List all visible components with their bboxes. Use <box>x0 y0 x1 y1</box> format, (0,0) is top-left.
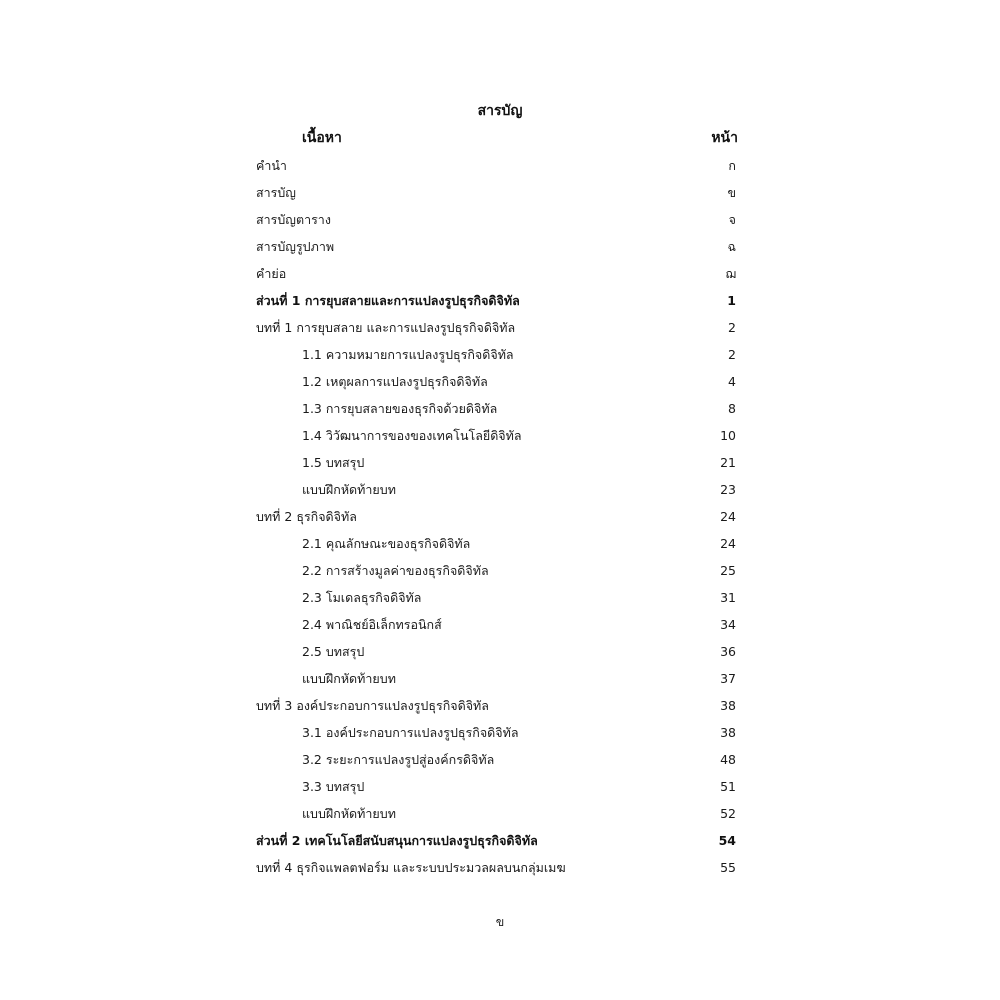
toc-entry-label: ส่วนที่ 2 เทคโนโลยีสนับสนุนการแปลงรูปธุรกิจดิจิทัล <box>256 833 538 848</box>
toc-entry-label: 2.2 การสร้างมูลค่าของธุรกิจดิจิทัล <box>302 563 489 578</box>
toc-entry <box>256 587 736 614</box>
toc-entry-label: แบบฝึกหัดท้ายบท <box>302 806 396 821</box>
toc-entry <box>256 722 736 749</box>
toc-entry <box>256 479 736 506</box>
toc-entry <box>256 830 736 857</box>
toc-entry-page: 8 <box>728 401 736 416</box>
toc-entry <box>256 317 736 344</box>
toc-entry-label: 1.2 เหตุผลการแปลงรูปธุรกิจดิจิทัล <box>302 374 488 389</box>
toc-entry <box>256 857 736 884</box>
toc-entry <box>256 398 736 425</box>
toc-entry-page: 48 <box>720 752 736 767</box>
toc-entry-page: ก <box>728 158 736 173</box>
toc-entry-label: บทที่ 3 องค์ประกอบการแปลงรูปธุรกิจดิจิทัล <box>256 698 489 713</box>
toc-entry-page: 24 <box>720 509 736 524</box>
toc-entry-label: บทที่ 2 ธุรกิจดิจิทัล <box>256 509 357 524</box>
toc-entry-page: 24 <box>720 536 736 551</box>
toc-entry-page: จ <box>728 212 736 227</box>
toc-entry-page: 38 <box>720 725 736 740</box>
toc-entry <box>256 209 736 236</box>
toc-entry <box>256 425 736 452</box>
toc-entry-label: 1.3 การยุบสลายของธุรกิจด้วยดิจิทัล <box>302 401 498 416</box>
toc-entry <box>256 668 736 695</box>
toc-entry-label: 2.4 พาณิชย์อิเล็กทรอนิกส์ <box>302 617 442 632</box>
toc-entry-page: 4 <box>728 374 736 389</box>
toc-entry <box>256 182 736 209</box>
toc-entry-label: 1.5 บทสรุป <box>302 455 365 470</box>
toc-entry-label: 2.5 บทสรุป <box>302 644 365 659</box>
toc-entry-page: 37 <box>720 671 736 686</box>
toc-entry-label: 1.1 ความหมายการแปลงรูปธุรกิจดิจิทัล <box>302 347 514 362</box>
content-column-header: เนื้อหา <box>302 130 342 146</box>
toc-entry <box>256 452 736 479</box>
page-number: ข <box>495 914 505 929</box>
toc-entry-page: ฉ <box>727 239 736 254</box>
toc-entry-page: 25 <box>720 563 736 578</box>
toc-entry-page: 10 <box>720 428 736 443</box>
toc-entry-label: 3.2 ระยะการแปลงรูปสู่องค์กรดิจิทัล <box>302 752 495 767</box>
toc-entry <box>256 749 736 776</box>
toc-entry <box>256 695 736 722</box>
toc-entry <box>256 290 736 317</box>
toc-entry-label: คำนำ <box>256 158 287 173</box>
toc-entry-page: 21 <box>720 455 736 470</box>
toc-entry-page: 36 <box>720 644 736 659</box>
toc-entry-page: 23 <box>720 482 736 497</box>
toc-entry-label: บทที่ 4 ธุรกิจแพลตฟอร์ม และระบบประมวลผลบนกลุ่มเมฆ <box>256 860 566 875</box>
toc-entry-label: บทที่ 1 การยุบสลาย และการแปลงรูปธุรกิจดิจิทัล <box>256 320 516 335</box>
toc-entry <box>256 236 736 263</box>
toc-entry-label: 3.1 องค์ประกอบการแปลงรูปธุรกิจดิจิทัล <box>302 725 519 740</box>
toc-entry <box>256 803 736 830</box>
toc-entry <box>256 641 736 668</box>
toc-entry-label: สารบัญตาราง <box>256 212 331 227</box>
toc-entry-page: 31 <box>720 590 736 605</box>
toc-entry-label: 2.1 คุณลักษณะของธุรกิจดิจิทัล <box>302 536 471 551</box>
toc-entry <box>256 506 736 533</box>
toc-entry-label: คำย่อ <box>256 266 287 281</box>
toc-entry-label: แบบฝึกหัดท้ายบท <box>302 671 396 686</box>
toc-list <box>256 155 736 884</box>
toc-entry-page: 52 <box>720 806 736 821</box>
page-title: สารบัญ <box>477 103 523 119</box>
toc-entry <box>256 560 736 587</box>
toc-entry-page: ข <box>727 185 736 200</box>
toc-entry-label: สารบัญ <box>256 185 296 200</box>
toc-entry <box>256 344 736 371</box>
toc-entry <box>256 533 736 560</box>
toc-entry-page: 2 <box>728 347 736 362</box>
toc-entry <box>256 263 736 290</box>
toc-entry-page: 54 <box>718 833 736 848</box>
toc-entry-page: 2 <box>728 320 736 335</box>
toc-entry-label: ส่วนที่ 1 การยุบสลายและการแปลงรูปธุรกิจดิจิทัล <box>256 293 520 308</box>
toc-entry-page: 1 <box>727 293 736 308</box>
toc-entry-page: 51 <box>720 779 736 794</box>
toc-entry-page: 38 <box>720 698 736 713</box>
toc-entry-label: 2.3 โมเดลธุรกิจดิจิทัล <box>302 590 422 605</box>
toc-entry <box>256 155 736 182</box>
toc-entry-label: แบบฝึกหัดท้ายบท <box>302 482 396 497</box>
toc-entry <box>256 776 736 803</box>
page-column-header: หน้า <box>711 130 738 146</box>
toc-entry-label: 1.4 วิวัฒนาการของของเทคโนโลยีดิจิทัล <box>302 428 522 443</box>
toc-entry-page: 55 <box>720 860 736 875</box>
toc-entry-label: สารบัญรูปภาพ <box>256 239 335 254</box>
toc-entry <box>256 371 736 398</box>
toc-entry-page: 34 <box>720 617 736 632</box>
toc-entry-label: 3.3 บทสรุป <box>302 779 365 794</box>
toc-entry <box>256 614 736 641</box>
toc-entry-page: ฌ <box>725 266 736 281</box>
